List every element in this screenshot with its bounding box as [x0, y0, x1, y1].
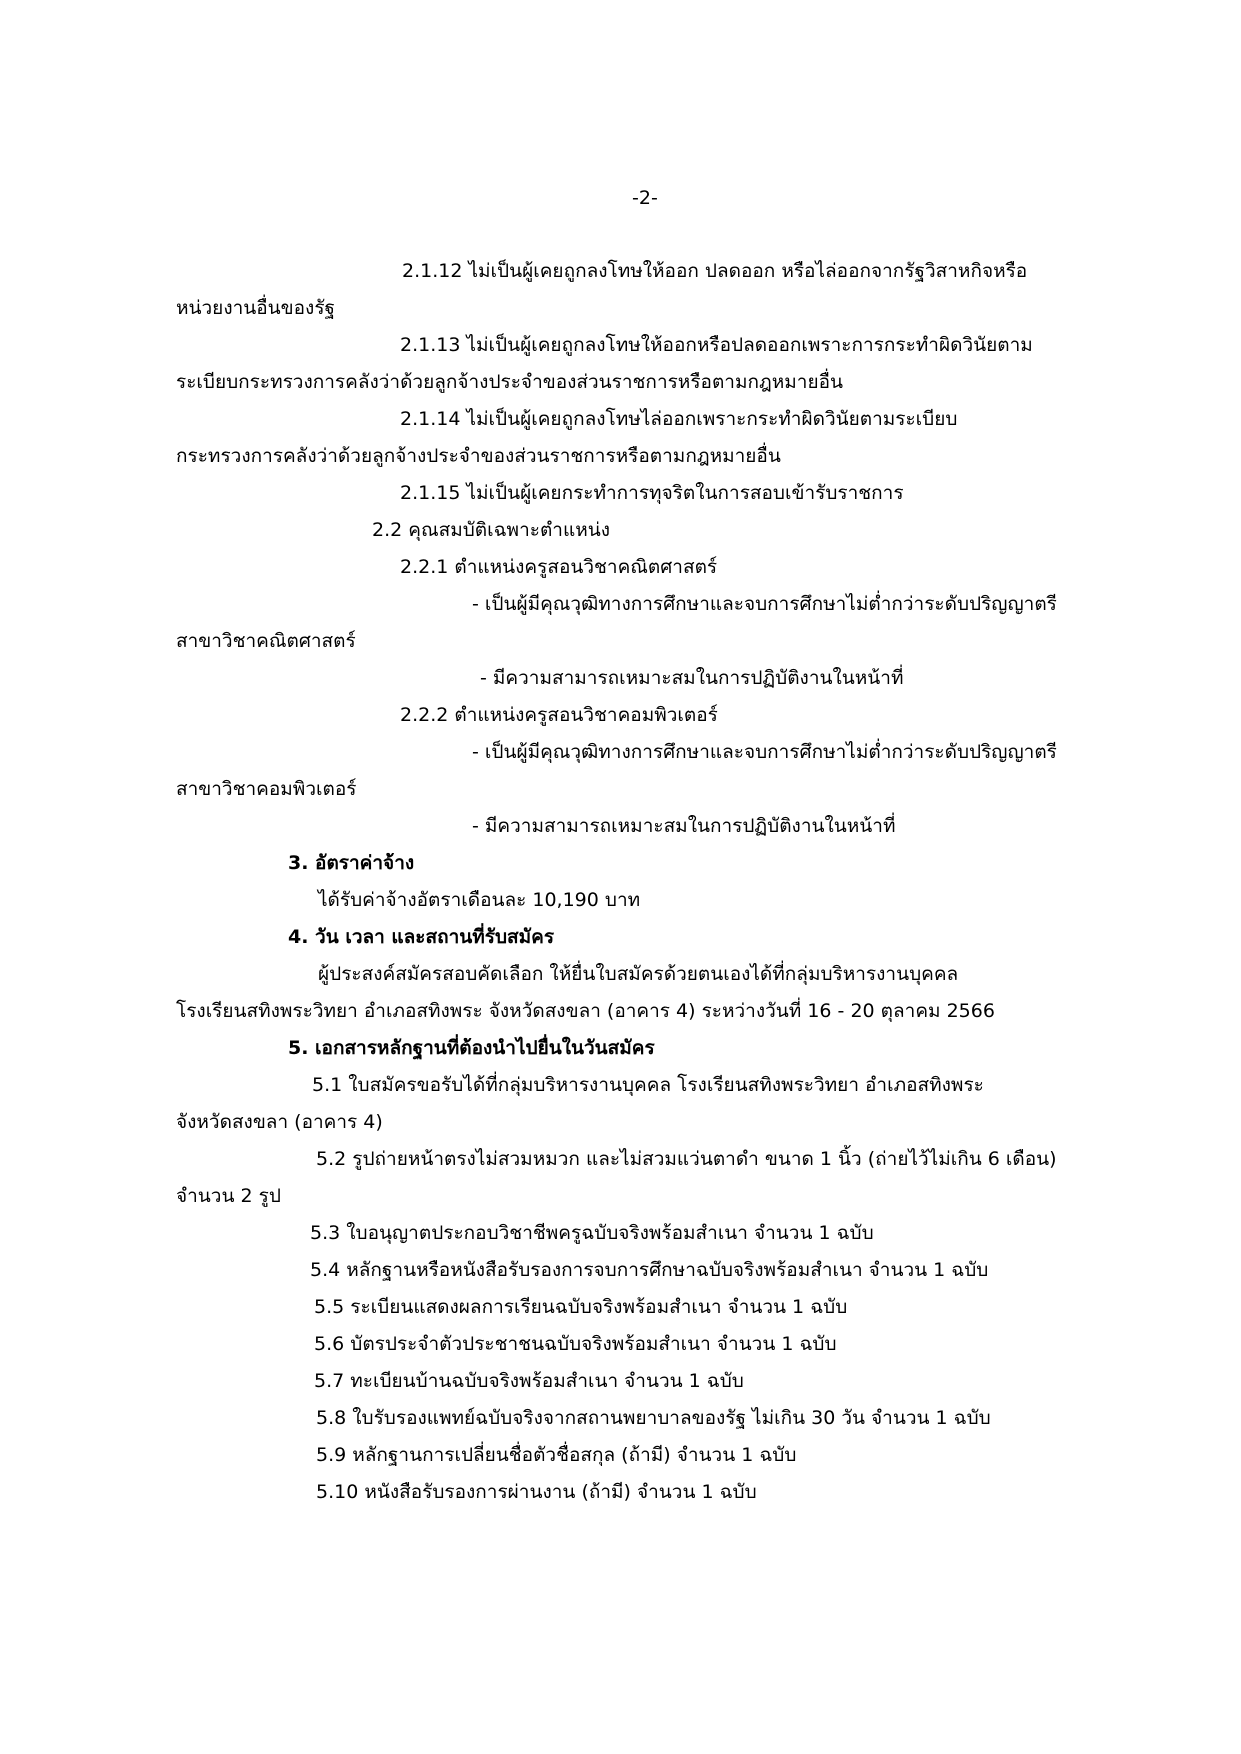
item-5-3: 5.3 ใบอนุญาตประกอบวิชาชีพครูฉบับจริงพร้อมสำเนา จำนวน 1 ฉบับ [310, 1222, 874, 1244]
item-2-1-13-cont: ระเบียบกระทรวงการคลังว่าด้วยลูกจ้างประจำของส่วนราชการหรือตามกฎหมายอื่น [176, 371, 843, 393]
item-2-2-2-qualification: - เป็นผู้มีคุณวุฒิทางการศึกษาและจบการศึกษาไม่ต่ำกว่าระดับปริญญาตรี [472, 741, 1057, 763]
item-5-2: 5.2 รูปถ่ายหน้าตรงไม่สวมหมวก และไม่สวมแว่นตาดำ ขนาด 1 นิ้ว (ถ่ายไว้ไม่เกิน 6 เดือน) [316, 1148, 1057, 1170]
item-2-2-1-qualification-cont: สาขาวิชาคณิตศาสตร์ [176, 630, 356, 652]
section-3-heading: 3. อัตราค่าจ้าง [288, 852, 415, 874]
section-4-text-cont: โรงเรียนสทิงพระวิทยา อำเภอสทิงพระ จังหวัดสงขลา (อาคาร 4) ระหว่างวันที่ 16 - 20 ตุลาคม 2566 [176, 1000, 995, 1022]
item-2-2-1-qualification: - เป็นผู้มีคุณวุฒิทางการศึกษาและจบการศึกษาไม่ต่ำกว่าระดับปริญญาตรี [472, 593, 1057, 615]
item-2-1-15: 2.1.15 ไม่เป็นผู้เคยกระทำการทุจริตในการสอบเข้ารับราชการ [400, 482, 904, 504]
item-2-2-1: 2.2.1 ตำแหน่งครูสอนวิชาคณิตศาสตร์ [400, 556, 718, 578]
item-5-1-cont: จังหวัดสงขลา (อาคาร 4) [176, 1111, 383, 1133]
item-5-1: 5.1 ใบสมัครขอรับได้ที่กลุ่มบริหารงานบุคคล โรงเรียนสทิงพระวิทยา อำเภอสทิงพระ [312, 1074, 984, 1096]
item-5-5: 5.5 ระเบียนแสดงผลการเรียนฉบับจริงพร้อมสำเนา จำนวน 1 ฉบับ [314, 1296, 848, 1318]
item-2-2: 2.2 คุณสมบัติเฉพาะตำแหน่ง [372, 519, 610, 541]
page-number: -2- [632, 187, 658, 209]
item-2-1-14: 2.1.14 ไม่เป็นผู้เคยถูกลงโทษไล่ออกเพราะกระทำผิดวินัยตามระเบียบ [400, 408, 958, 430]
item-2-1-12-cont: หน่วยงานอื่นของรัฐ [176, 297, 336, 319]
item-5-10: 5.10 หนังสือรับรองการผ่านงาน (ถ้ามี) จำนวน 1 ฉบับ [316, 1481, 757, 1503]
item-2-2-2-ability: - มีความสามารถเหมาะสมในการปฏิบัติงานในหน้าที่ [472, 815, 896, 837]
item-5-8: 5.8 ใบรับรองแพทย์ฉบับจริงจากสถานพยาบาลของรัฐ ไม่เกิน 30 วัน จำนวน 1 ฉบับ [316, 1407, 991, 1429]
item-5-2-cont: จำนวน 2 รูป [176, 1185, 281, 1207]
item-5-4: 5.4 หลักฐานหรือหนังสือรับรองการจบการศึกษาฉบับจริงพร้อมสำเนา จำนวน 1 ฉบับ [310, 1259, 989, 1281]
section-3-wage: ได้รับค่าจ้างอัตราเดือนละ 10,190 บาท [318, 889, 641, 911]
item-5-6: 5.6 บัตรประจำตัวประชาชนฉบับจริงพร้อมสำเนา จำนวน 1 ฉบับ [314, 1333, 837, 1355]
section-5-heading: 5. เอกสารหลักฐานที่ต้องนำไปยื่นในวันสมัคร [288, 1037, 655, 1059]
item-2-2-2: 2.2.2 ตำแหน่งครูสอนวิชาคอมพิวเตอร์ [400, 704, 718, 726]
item-2-1-12: 2.1.12 ไม่เป็นผู้เคยถูกลงโทษให้ออก ปลดออก หรือไล่ออกจากรัฐวิสาหกิจหรือ [402, 260, 1028, 282]
item-2-2-2-qualification-cont: สาขาวิชาคอมพิวเตอร์ [176, 778, 357, 800]
item-2-1-13: 2.1.13 ไม่เป็นผู้เคยถูกลงโทษให้ออกหรือปลดออกเพราะการกระทำผิดวินัยตาม [400, 334, 1033, 356]
item-5-7: 5.7 ทะเบียนบ้านฉบับจริงพร้อมสำเนา จำนวน 1 ฉบับ [314, 1370, 744, 1392]
section-4-heading: 4. วัน เวลา และสถานที่รับสมัคร [288, 926, 555, 948]
item-5-9: 5.9 หลักฐานการเปลี่ยนชื่อตัวชื่อสกุล (ถ้ามี) จำนวน 1 ฉบับ [316, 1444, 797, 1466]
item-2-2-1-ability: - มีความสามารถเหมาะสมในการปฏิบัติงานในหน้าที่ [480, 667, 904, 689]
section-4-text: ผู้ประสงค์สมัครสอบคัดเลือก ให้ยื่นใบสมัครด้วยตนเองได้ที่กลุ่มบริหารงานบุคคล [318, 963, 959, 985]
item-2-1-14-cont: กระทรวงการคลังว่าด้วยลูกจ้างประจำของส่วนราชการหรือตามกฎหมายอื่น [176, 445, 781, 467]
